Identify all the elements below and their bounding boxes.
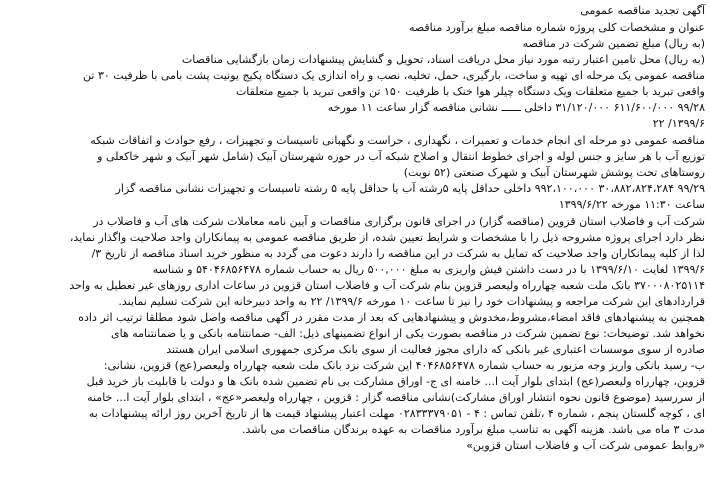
tender-2-line: توزیع آب با هر سایز و جنس لوله و اجرای خطوط انتقال و اصلاح شبکه آب در حوزه شهرستان آبیک (شامل شهر آبیک و شهر خاکعلی و [97,150,705,163]
body-paragraph-line: ۳۷۰۰۰۸۰۲۵۱۱۴ بانک ملت شعبه چهارراه ولیعصر قزوین بنام شرکت آب و فاضلاب استان قزوین در ساعات اداری روزهای غیر تعطیل به واحد [69,279,705,292]
table-header-line: عنوان و مشخصات کلی پروژه شماره مناقصه مبلغ برآورد مناقصه [408,21,705,34]
body-paragraph-line: قراردادهای این شرکت مراجعه و پیشنهادات خود را نیز تا ساعت ۱۰ مورخه ۱۳۹۹/۶/ ۲۲ به واحد دبیرخانه این شرکت تسلیم نمایند. [118,295,705,308]
body-paragraph-line: ای ، کوچه گلستان پنجم ، شماره ۴ ،تلفن تماس : ۴ - ۰۲۸۳۳۳۷۹۰۵۱ مهلت اعتبار پیشنهاد قیمت ها از تاریخ آخرین روز ارائه پیشنهادات به [88,407,705,420]
tender-1-line: مناقصه عمومی یک مرحله ای تهیه و ساخت، بارگیری، حمل، تخلیه، نصب و راه اندازی یک دستگاه پکیج یونیت پشت بامی با ظرفیت ۳۰ تن [83,69,705,82]
body-paragraph-line: نظر دارد اجرای پروژه مشروحه ذیل را با مشخصات و شرایط تعیین شده، از طریق مناقصه عمومی به پیمانکاران واجد صلاحیت واگذار نماید، [69,231,705,244]
body-paragraph-line: ب- رسید بانکی واریز وجه مزبور به حساب شماره ۴۰۴۶۸۵۶۴۷۸ این شرکت نزد بانک ملت شعبه چهارراه ولیعصر(عج) قزوین، نشانی: [103,359,705,372]
tender-1-line: ۱۳۹۹/۶/ ۲۲ [652,117,705,130]
body-paragraph-line: لذا از کلیه پیمانکاران واجد صلاحیت که تمایل به شرکت در این مناقصه را دارند دعوت می گردد به منظور خرید اسناد مناقصه از تاریخ ۳/ [91,247,705,260]
tender-2-line: ساعت ۱۱:۳۰ مورخه ۱۳۹۹/۶/۲۲ [558,198,705,211]
tender-1-line: واقعی تبرید با جمیع متعلقات ویک دستگاه چیلر هوا خنک با ظرفیت ۱۵۰ تن واقعی تبرید با جمیع متعلقات [235,85,705,98]
body-paragraph-line: شرکت آب و فاضلاب استان قزوین (مناقصه گزار) در اجرای قانون برگزاری مناقصات و آیین نامه معاملات شرکت های آب و فاضلاب در [93,215,705,228]
tender-2-line: مناقصه عمومی دو مرحله ای انجام خدمات و تعمیرات ، نگهداری ، حراست و نگهبانی تاسیسات و تجهیزات ، رفع حوادث و اتفاقات شبکه [90,134,705,147]
body-paragraph-line: ۱۳۹۹/۶ لغایت ۱۳۹۹/۶/۱۰ با در دست داشتن فیش واریزی به مبلغ ۵۰۰,۰۰۰ ریال به حساب شماره ۵۴۰۴۶۸۵۶۴۷۸ و شناسه [152,263,705,276]
table-header-line: (به ریال) محل تامین اعتبار رتبه مورد نیاز محل دریافت اسناد، تحویل و گشایش پیشنهادات زمان بازگشایی مناقصات [181,53,705,66]
body-paragraph-line: از سررسید (موضوع قانون نحوه انتشار اوراق مشارکت)نشانی مناقصه گزار : قزوین ، چهارراه ولیعصر«عج» ، ابتدای بلوار آیت ا... خامنه [87,391,705,404]
body-paragraph-line: مدت ۳ ماه می باشد. هزینه آگهی به تناسب مبلغ برآورد مناقصات به عهده برندگان مناقصات می باشد. [241,423,705,436]
tender-1-line: ۹۹/۲۸ ۶۱۱/۶۰۰/۰۰۰ ۳۱/۱۲۰/۰۰۰ داخلی ــــــ نشانی مناقصه گزار ساعت ۱۱ مورخه [327,101,705,114]
tender-2-line: ۹۹/۲۹ ۳۰،۸۸۲،۸۲۴،۲۸۴ ۹۹۲،۱۰۰،۰۰۰ داخلی حداقل پایه ۵رشته آب یا حداقل پایه ۵ رشته تاسیسات و تجهیزات نشانی مناقصه گزار [115,182,705,195]
issuer-signature-line: «روابط عمومی شرکت آب و فاضلاب استان قزوین» [466,439,705,452]
notice-title: آگهی تجدید مناقصه عمومی [580,4,705,17]
body-paragraph-line: قزوین، چهارراه ولیعصر(عج) ابتدای بلوار آیت ا... خامنه ای ج- اوراق مشارکت بی نام تضمین شده بانک ها و دولت با قابلیت باز خرید قبل [86,375,705,388]
body-paragraph-line: نخواهد شد. توضیحات: نوع تضمین شرکت در مناقصه بصورت یکی از انواع تضمینهای ذیل: الف- ضمانتنامه بانکی و یا ضمانتنامه های [111,327,705,340]
table-header-line: (به ریال) مبلغ تضمین شرکت در مناقصه [522,37,705,50]
body-paragraph-line: صادره از سوی موسسات اعتباری غیر بانکی که دارای مجوز فعالیت از سوی بانک مرکزی جمهوری اسلامی ایران هستند [166,343,705,356]
body-paragraph-line: همچنین به پیشنهادهای فاقد امضاء،مشروط،مخدوش و پیشنهادهایی که بعد از مدت مقرر در آگهی مناقصه واصل شود مطلقا ترتیب اثر داده [78,311,705,324]
tender-2-line: روستاهای تحت پوشش شهرستان آبیک و شهرک صنعتی (۵۲ نوبت) [403,166,705,179]
